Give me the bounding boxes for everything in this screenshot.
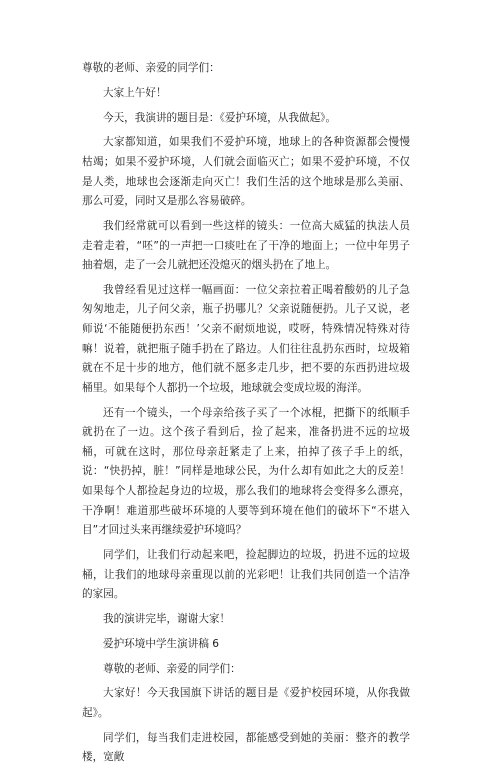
body-paragraph: 还有一个镜头，一个母亲给孩子买了一个冰棍，把撕下的纸顺手就扔在了一边。这个孩子看到后，捡了起来，准备扔进不远的垃圾桶，可就在这时，那位母亲赶紧走了上来，拍掉了孩子手上的纸，说：“快扔掉，脏！”同样是地球公民，为什么却有如此之大的反差！如果每个人都捡起身边的垃圾，那么我们的地球将会变得多么漂亮，干净啊！难道那些破坏环境的人要等到环境在他们的破坏下“不堪入目”才回过头来再继续爱护环境吗？ <box>82 406 410 537</box>
body-paragraph: 大家好！今天我国旗下讲话的题目是《爱护校园环境，从你我做起》。 <box>82 687 410 719</box>
body-paragraph: 我们经常就可以看到一些这样的镜头：一位高大威猛的执法人员走着走着，“呸”的一声把一口痰吐在了干净的地面上；一位中年男子抽着烟，走了一会儿就把还没熄灭的烟头扔在了地上。 <box>82 219 410 272</box>
speech-title-intro: 今天，我演讲的题目是：《爱护环境，从我做起》。 <box>103 111 337 124</box>
body-paragraph: 我曾经看见过这样一幅画面：一位父亲拉着正喝着酸奶的儿子急匆匆地走，儿子问父亲，瓶子扔哪儿？父亲说随便扔。儿子又说，老师说‘不能随便扔东西！’父亲不耐烦地说，哎呀，特殊情况特殊对待嘛！说着，就把瓶子随手扔在了路边。人们往往乱扔东西时，垃圾箱就在不足十步的地方，他们就不愿多走几步，把不要的东西扔进垃圾桶里。如果每个人都扔一个垃圾，地球就会变成垃圾的海洋。 <box>82 283 410 394</box>
salutation: 尊敬的老师、亲爱的同学们： <box>82 62 220 74</box>
closing-line: 我的演讲完毕，谢谢大家！ <box>103 612 231 625</box>
body-paragraph: 大家都知道，如果我们不爱护环境，地球上的各种资源都会慢慢枯竭；如果不爱护环境，人们就会面临灭亡；如果不爱护环境，不仅是人类，地球也会逐渐走向灭亡！我们生活的这个地球是那么美丽、那么可爱，同时又是那么容易破碎。 <box>82 136 410 208</box>
greeting: 大家上午好！ <box>103 86 167 99</box>
salutation: 尊敬的老师、亲爱的同学们： <box>103 662 241 675</box>
document-body <box>82 59 410 773</box>
body-paragraph: 同学们，每当我们走进校园，都能感受到她的美丽：整齐的教学楼，宽敞 <box>82 731 410 764</box>
section-heading: 爱护环境中学生演讲稿 6 <box>103 637 220 650</box>
body-paragraph: 同学们，让我们行动起来吧，捡起脚边的垃圾，扔进不远的垃圾桶，让我们的地球母亲重现以前的光彩吧！让我们共同创造一个洁净的家园。 <box>82 548 410 601</box>
